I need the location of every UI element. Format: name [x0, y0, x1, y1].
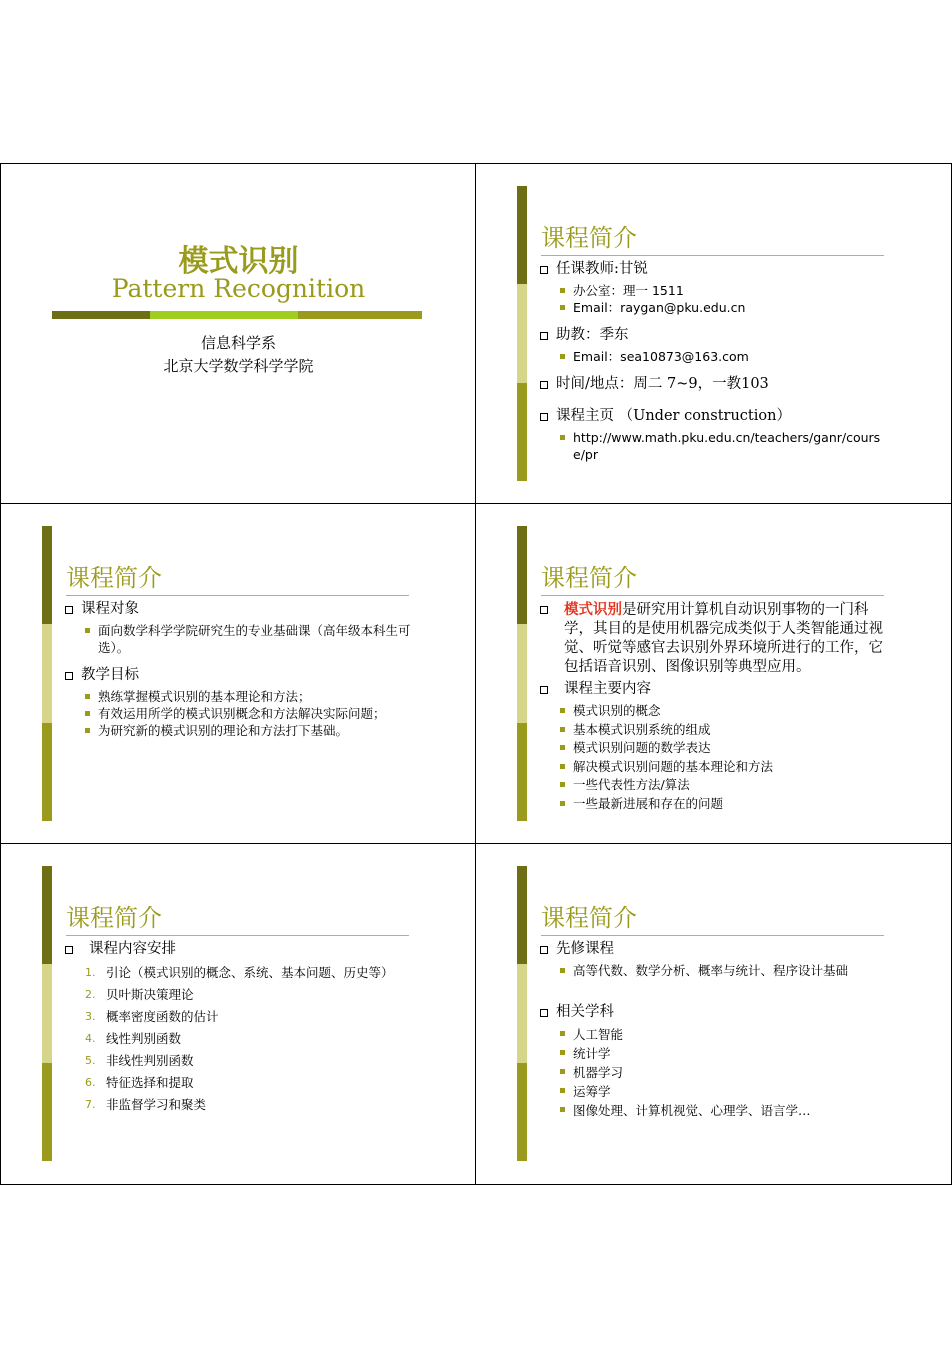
- slide-intro-schedule: [1, 844, 476, 1184]
- schedule-item: 1. 引论（模式识别的概念、系统、基本问题、历史等）: [85, 965, 394, 980]
- slide-title: [1, 164, 476, 504]
- goal-item: 熟练掌握模式识别的基本理论和方法；: [64, 688, 414, 705]
- definition-item: [539, 600, 889, 677]
- slide-intro-definition: [476, 504, 951, 844]
- accent-bar: [42, 526, 52, 821]
- content-item: 模式识别的概念: [539, 702, 889, 721]
- divider-bar-olive: [298, 311, 422, 319]
- ta-email-item: Email：sea10873@163.com: [539, 348, 889, 365]
- schedule-item: 7. 非监督学习和聚类: [85, 1097, 207, 1112]
- related-item: 统计学: [539, 1044, 889, 1063]
- accent-bar: [517, 526, 527, 821]
- schedule-item: 3. 概率密度函数的估计: [85, 1009, 219, 1024]
- related-item: 图像处理、计算机视觉、心理学、语言学…: [539, 1101, 889, 1120]
- definition-text: 是研究用计算机自动识别事物的一门科学，其目的是使用机器完成类似于人类智能通过视觉、听觉等感官去识别外界环境所进行的工作，它包括语音识别、图像识别等典型应用。: [564, 602, 883, 675]
- accent-bar: [517, 186, 527, 481]
- slide-title: 课程简介: [66, 558, 409, 596]
- related-item: 机器学习: [539, 1063, 889, 1082]
- content-item: 解决模式识别问题的基本理论和方法: [539, 758, 889, 777]
- slide-title: 课程简介: [541, 898, 884, 936]
- school: 北京大学数学科学学院: [163, 357, 314, 375]
- course-title: 模式识别: [178, 244, 299, 279]
- accent-bar: [517, 866, 527, 1161]
- related-item: 人工智能: [539, 1025, 889, 1044]
- goal-item: 为研究新的模式识别的理论和方法打下基础。: [64, 722, 414, 739]
- slide-title: 课程简介: [541, 218, 884, 256]
- goals-heading: 教学目标: [64, 666, 414, 685]
- content-heading: 课程主要内容: [539, 680, 889, 699]
- content-item: 基本模式识别系统的组成: [539, 721, 889, 740]
- related-item: 运筹学: [539, 1082, 889, 1101]
- prereq-heading: 先修课程: [539, 940, 889, 959]
- divider-bar-dark: [52, 311, 150, 319]
- related-heading: 相关学科: [539, 1003, 889, 1022]
- audience-heading: 课程对象: [64, 600, 414, 619]
- office-item: 办公室：理一 1511: [539, 282, 889, 299]
- email-item: Email：raygan@pku.edu.cn: [539, 299, 889, 316]
- schedule-item: 4. 线性判别函数: [85, 1031, 182, 1046]
- slide-intro-contacts: [476, 164, 951, 504]
- schedule-heading: 课程内容安排: [64, 940, 414, 959]
- content-item: 一些最新进展和存在的问题: [539, 795, 889, 814]
- slide-intro-goals: [1, 504, 476, 844]
- audience-item: 面向数学科学学院研究生的专业基础课（高年级本科生可选）。: [64, 622, 414, 656]
- schedule-item: 6. 特征选择和提取: [85, 1075, 194, 1090]
- slide-intro-prereqs: [476, 844, 951, 1184]
- content-item: 模式识别问题的数学表达: [539, 739, 889, 758]
- teacher-item: 任课教师:甘锐: [539, 260, 889, 279]
- homepage-url: http://www.math.pku.edu.cn/teachers/ganr/course/pr: [539, 429, 889, 463]
- slide-title: 课程简介: [541, 558, 884, 596]
- ta-item: 助教：季东: [539, 326, 889, 345]
- homepage-item: 课程主页 （Under construction）: [539, 407, 889, 426]
- content-item: 一些代表性方法/算法: [539, 776, 889, 795]
- handout-page: [0, 163, 952, 1185]
- time-place-item: 时间/地点：周二 7~9，一教103: [539, 375, 889, 394]
- accent-bar: [42, 866, 52, 1161]
- slide-title: 课程简介: [66, 898, 409, 936]
- schedule-item: 2. 贝叶斯决策理论: [85, 987, 194, 1002]
- department: 信息科学系: [200, 334, 276, 352]
- organization: [1, 332, 476, 378]
- course-subtitle: Pattern Recognition: [111, 274, 366, 303]
- divider-bar-bright: [150, 311, 298, 319]
- prereq-item: 高等代数、数学分析、概率与统计、程序设计基础: [539, 962, 889, 979]
- goal-item: 有效运用所学的模式识别概念和方法解决实际问题；: [64, 705, 414, 722]
- definition-term: 模式识别: [564, 601, 622, 618]
- schedule-item: 5. 非线性判别函数: [85, 1053, 194, 1068]
- title-divider-bars: [52, 311, 422, 319]
